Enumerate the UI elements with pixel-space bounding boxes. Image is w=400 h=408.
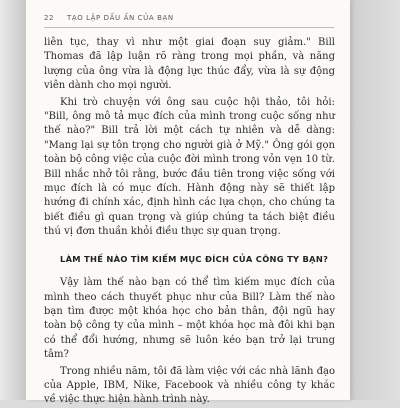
paragraph-4: Trong nhiều năm, tôi đã làm việc với các nhà lãnh đạo của Apple, IBM, Nike, Facebook và nhiều công ty khác về việc thực hiện hành trình này.	[44, 365, 335, 406]
running-header	[44, 14, 334, 22]
paragraph-1: liên tục, thay vì như một giai đoạn suy giảm." Bill Thomas đã lập luận rõ ràng trong mọi phần, và năng lượng của ông vừa là động lực thúc đẩy, vừa là sự động viên dành cho mọi người.	[44, 37, 335, 92]
section-heading: LÀM THẾ NÀO TÌM KIẾM MỤC ĐÍCH CỦA CÔNG TY BẠN?	[60, 253, 329, 264]
page-number: 22	[44, 14, 55, 22]
body-text	[44, 36, 335, 408]
book-spine-shadow	[0, 0, 26, 400]
paragraph-2: Khi trò chuyện với ông sau cuộc hội thảo, tôi hỏi: "Bill, ông mô tả mục đích của mình trong cuộc sống như thế nào?" Bill trả lời một cách tự nhiên và dễ dàng: "Mang lại sự tôn trọng cho người già ở Mỹ." Ông gói gọn toàn bộ công việc của cuộc đời mình trong vỏn vẹn 10 từ. Bill nhắc nhở tôi rằng, bước đầu tiên trong việc sống với mục đích là có mục đích. Hành động này sẽ thiết lập hướng đi chính xác, định hình các lựa chọn, cho chúng ta biết điều gì quan trọng và giúp chúng ta tách biệt điều thú vị đơn thuần khỏi điều thực sự quan trọng.	[44, 96, 335, 238]
background-edge	[350, 0, 400, 400]
running-title: TẠO LẬP DẤU ẤN CỦA BẠN	[66, 14, 174, 22]
paragraph-3: Vậy làm thế nào bạn có thể tìm kiếm mục đích của mình theo cách thuyết phục như của Bill? Làm thế nào bạn tìm được một khóa học cho bản thân, đội ngũ hay toàn bộ công ty của mình – một khóa học mà đôi khi bạn có thể đổi hướng, nhưng sẽ luôn kéo bạn trở lại trung tâm?	[44, 277, 335, 361]
header-divider	[44, 27, 334, 28]
book-page	[26, 0, 350, 406]
